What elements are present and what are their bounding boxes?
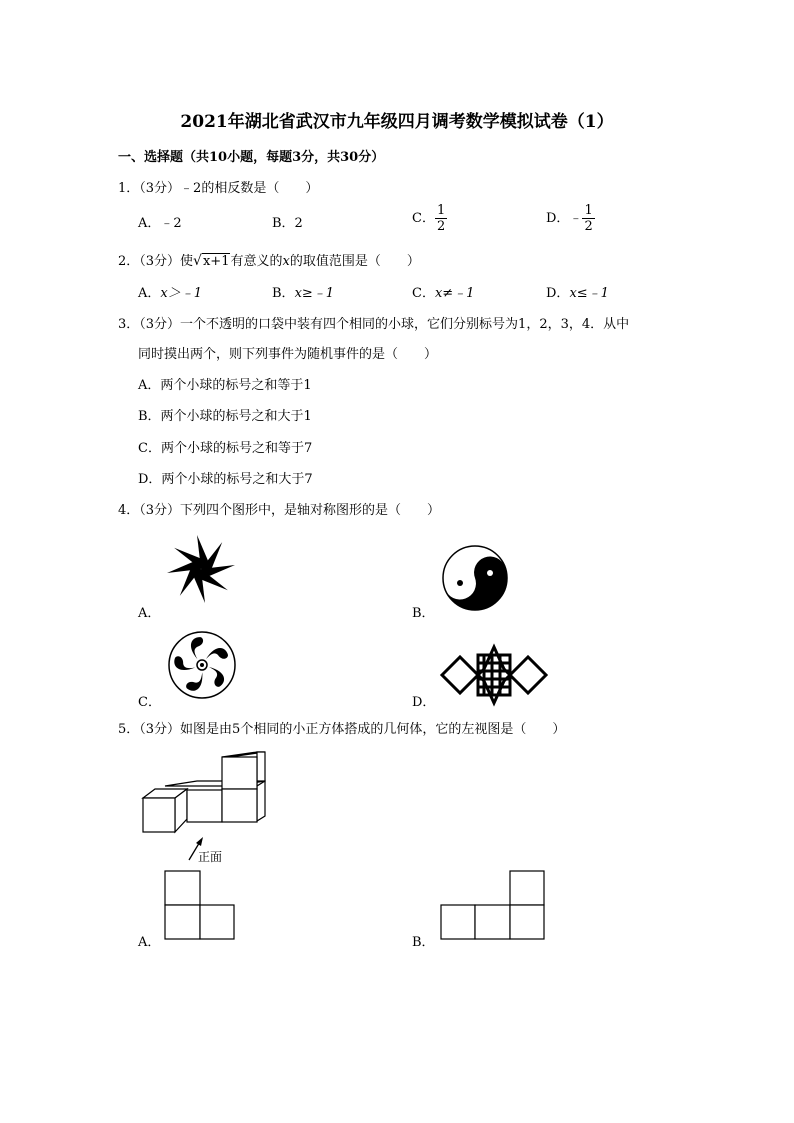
q1-option-b[interactable]: B．2 [272,216,303,231]
q4-option-d[interactable]: D． [412,695,436,710]
q2-stem-pre: 2．（3分）使 [118,254,194,269]
q2-d-label: D． [546,286,570,301]
q2-option-c[interactable] [412,282,474,301]
q1-option-a[interactable]: A．﹣2 [138,216,182,231]
q2-a-expr: x＞﹣1 [160,286,202,301]
q4-option-b[interactable]: B． [412,606,435,621]
page-title: 2021年湖北省武汉市九年级四月调考数学模拟试卷（1） [180,112,614,132]
yin-yang-figure [442,545,508,611]
q3-option-c[interactable]: C．两个小球的标号之和等于7 [138,441,313,456]
q3-option-a[interactable]: A．两个小球的标号之和等于1 [138,378,312,393]
q2-b-label: B． [272,286,295,301]
q1-stem: 1．（3分）﹣2的相反数是（ ） [118,181,319,196]
q1-option-c-label: C． [412,211,435,226]
pinwheel-star-figure [165,533,237,605]
q3-stem-line1: 3．（3分）一个不透明的口袋中装有四个相同的小球，它们分别标号为1，2，3，4．从中 [118,317,630,332]
q1-option-c[interactable] [412,203,447,234]
q4-option-c[interactable]: C． [138,695,161,710]
option-b-view-figure [440,870,546,942]
q1-option-d-label: D．﹣ [546,211,583,226]
q2-sqrt [193,253,230,269]
q1-option-d[interactable] [546,203,595,234]
q1-c-numerator: 1 [436,203,446,218]
q3-option-b[interactable]: B．两个小球的标号之和大于1 [138,409,312,424]
q2-variable: x [282,254,290,269]
q2-a-label: A． [138,286,161,301]
section-heading: 一、选择题（共10小题，每题3分，共30分） [118,150,385,165]
q2-stem [118,250,420,269]
fan-blade-circle-figure [168,631,236,699]
q2-c-expr: x≠﹣1 [434,286,475,301]
q3-stem-line2: 同时摸出两个，则下列事件为随机事件的是（ ） [138,347,438,362]
q2-stem-post: 的取值范围是（ ） [289,254,420,269]
q2-option-d[interactable] [546,282,609,301]
endless-knot-figure [440,645,548,705]
q2-option-a[interactable] [138,282,202,301]
option-a-view-figure [164,870,236,942]
q5-stem: 5．（3分）如图是由5个相同的小正方体搭成的几何体，它的左视图是（ ） [118,722,566,737]
radical-sign-icon: √ [193,253,202,269]
front-label: 正面 [198,850,223,864]
q1-d-denominator: 2 [584,219,593,234]
q2-c-label: C． [412,286,435,301]
q1-option-c-fraction [435,203,447,234]
q1-option-d-fraction [582,203,594,234]
q2-radicand: x+1 [202,254,230,269]
q2-option-b[interactable] [272,282,334,301]
q1-c-denominator: 2 [436,219,446,234]
q4-stem: 4．（3分）下列四个图形中，是轴对称图形的是（ ） [118,503,441,518]
q1-d-numerator: 1 [584,203,593,218]
q5-option-a[interactable]: A． [138,935,161,950]
cube-stack-figure [140,750,275,840]
q3-option-d[interactable]: D．两个小球的标号之和大于7 [138,472,313,487]
q2-b-expr: x≥﹣1 [294,286,335,301]
q5-option-b[interactable]: B． [412,935,435,950]
q2-stem-mid: 有意义的 [230,254,283,269]
q4-option-a[interactable]: A． [138,606,161,621]
q2-d-expr: x≤﹣1 [569,286,609,301]
